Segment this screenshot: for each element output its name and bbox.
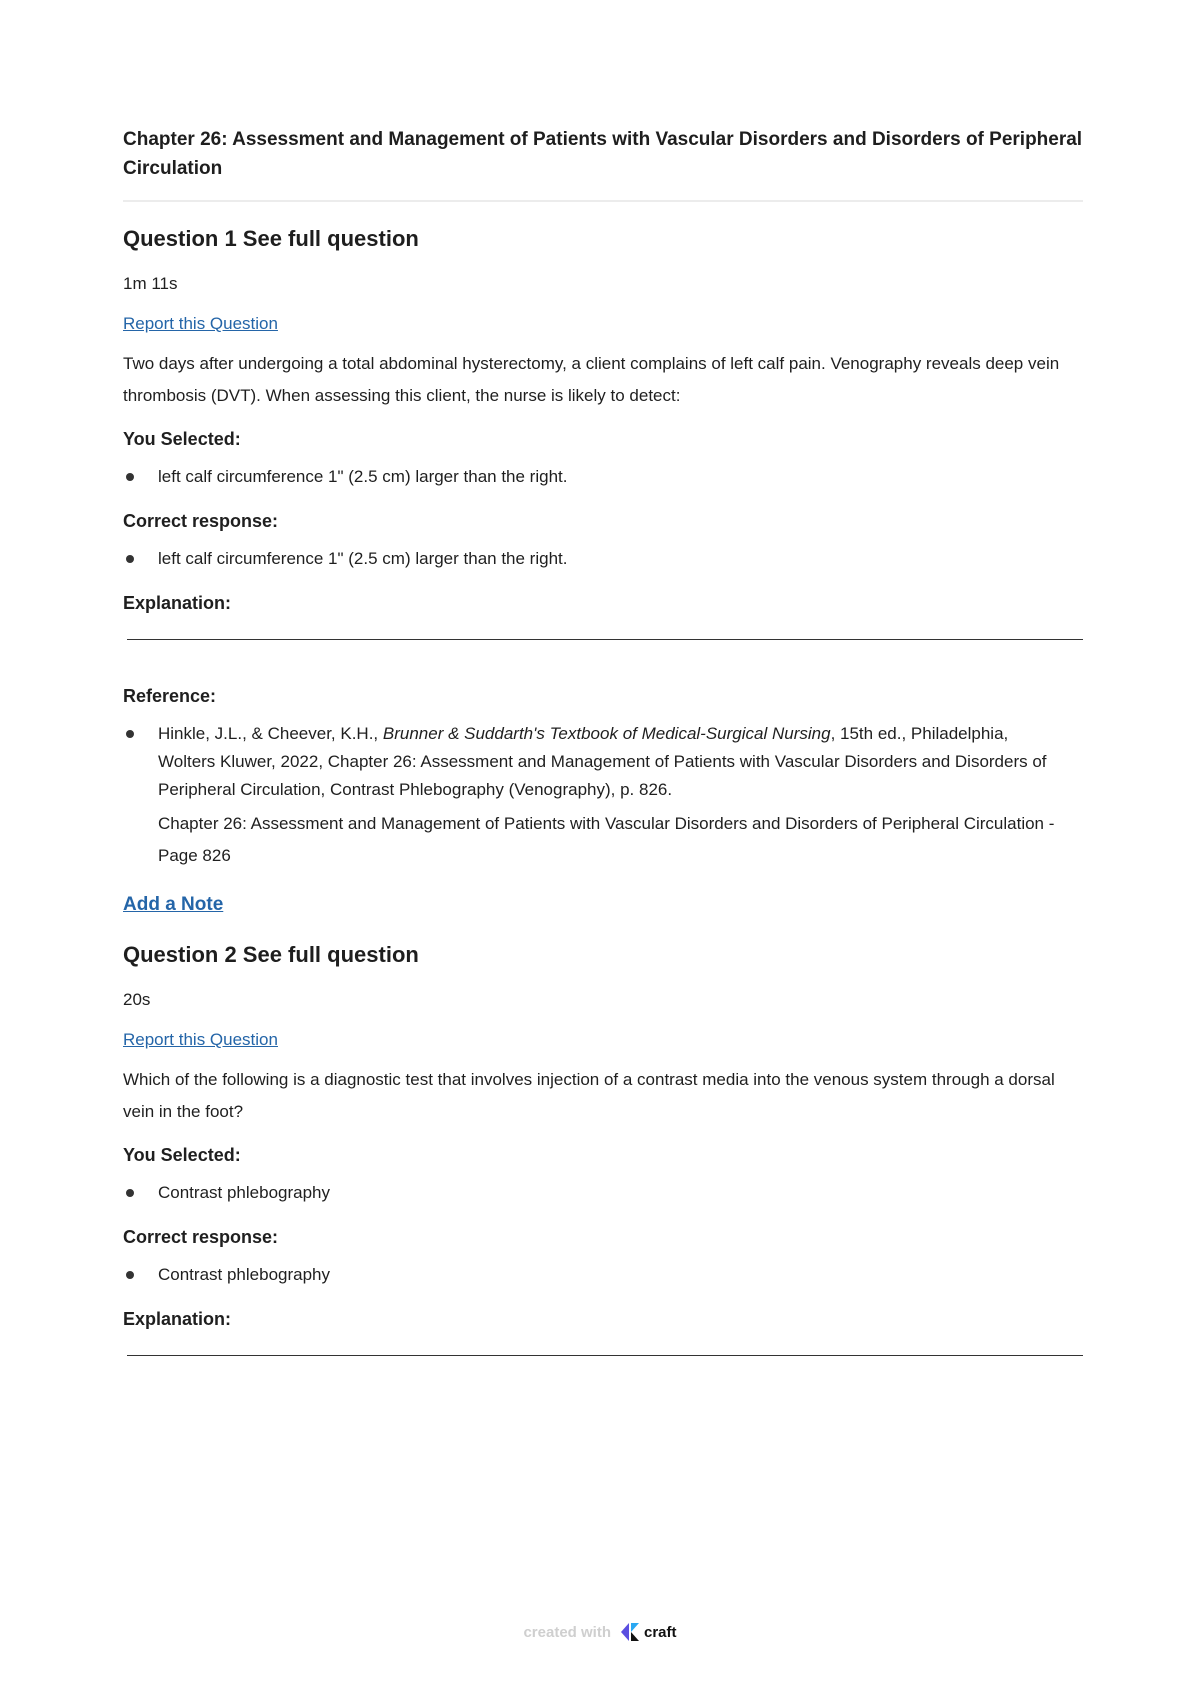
correct-answer xyxy=(123,545,1083,573)
reference-label: Reference: xyxy=(123,686,217,706)
craft-brand-text: craft xyxy=(644,1623,677,1641)
correct-answer xyxy=(123,1261,1083,1289)
bullet-icon xyxy=(126,1189,134,1197)
question-2 xyxy=(123,940,1083,1356)
correct-response-label: Correct response: xyxy=(123,511,279,531)
bullet-icon xyxy=(126,730,134,738)
craft-brand[interactable] xyxy=(619,1622,677,1642)
question-title: Question 1 See full question xyxy=(123,226,419,251)
selected-answer-text: Contrast phlebography xyxy=(158,1183,331,1202)
time-spent: 1m 11s xyxy=(123,274,178,293)
title-divider xyxy=(123,200,1083,202)
explanation-label: Explanation: xyxy=(123,1309,232,1329)
correct-response-label: Correct response: xyxy=(123,1227,279,1247)
selected-answer xyxy=(123,1179,1083,1207)
correct-answer-text: Contrast phlebography xyxy=(158,1265,331,1284)
created-with-text: created with xyxy=(523,1623,611,1641)
selected-answer-text: left calf circumference 1" (2.5 cm) larger than the right. xyxy=(158,467,568,486)
report-question-link[interactable]: Report this Question xyxy=(123,314,278,333)
reference-details: , 15th ed., Philadelphia, Wolters Kluwer, 2022, Chapter 26: Assessment and Management of Patients with Vascular Disorders and Disorders of Peripheral Circulation, Contrast Phlebography (Venography), p. 826. xyxy=(158,724,1047,799)
you-selected-label: You Selected: xyxy=(123,429,241,449)
selected-answer xyxy=(123,463,1083,491)
bullet-icon xyxy=(126,555,134,563)
question-text: Two days after undergoing a total abdominal hysterectomy, a client complains of left calf pain. Venography reveals deep vein thrombosis (DVT). When assessing this client, the nurse is likely to detect: xyxy=(123,354,1060,405)
question-1 xyxy=(123,224,1083,940)
craft-logo-icon xyxy=(619,1622,641,1642)
document-page xyxy=(123,125,1083,1400)
add-note-link[interactable]: Add a Note xyxy=(123,894,224,915)
reference-book-title: Brunner & Suddarth's Textbook of Medical-Surgical Nursing xyxy=(382,724,831,743)
explanation-label: Explanation: xyxy=(123,593,232,613)
time-spent: 20s xyxy=(123,990,151,1009)
you-selected-label: You Selected: xyxy=(123,1145,241,1165)
correct-answer-text: left calf circumference 1" (2.5 cm) larger than the right. xyxy=(158,549,568,568)
report-question-link[interactable]: Report this Question xyxy=(123,1030,278,1049)
question-text: Which of the following is a diagnostic test that involves injection of a contrast media into the venous system through a dorsal vein in the foot? xyxy=(123,1070,1055,1121)
question-title: Question 2 See full question xyxy=(123,942,419,967)
bullet-icon xyxy=(126,1271,134,1279)
reference-text xyxy=(158,720,1058,872)
reference-item xyxy=(123,720,1083,872)
explanation-divider xyxy=(127,639,1083,640)
reference-authors: Hinkle, J.L., & Cheever, K.H., xyxy=(158,724,383,743)
bullet-icon xyxy=(126,473,134,481)
page-title: Chapter 26: Assessment and Management of Patients with Vascular Disorders and Disorders of Peripheral Circulation xyxy=(123,129,1083,179)
explanation-divider xyxy=(127,1355,1083,1356)
footer xyxy=(0,1622,1200,1642)
reference-chapter-page: Chapter 26: Assessment and Management of Patients with Vascular Disorders and Disorders of Peripheral Circulation - Page 826 xyxy=(158,814,1055,865)
